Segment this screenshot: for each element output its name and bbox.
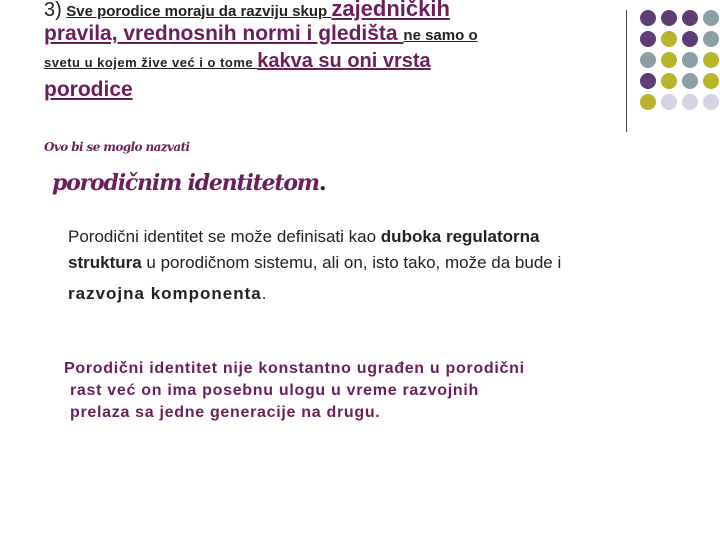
definition-text-1: Porodični identitet se može definisati kao (68, 227, 381, 246)
purple-dot (661, 10, 677, 26)
teal-dot (640, 52, 656, 68)
definition-paragraph (68, 224, 688, 276)
lavender-dot (682, 94, 698, 110)
heading-text-4: ne samo o (403, 27, 478, 44)
heading-text-3: pravila, vrednosnih normi i gledišta (44, 22, 404, 45)
lavender-dot (661, 94, 677, 110)
definition-tail-text: razvojna komponenta (68, 284, 262, 303)
teal-dot (682, 52, 698, 68)
olive-dot (703, 52, 719, 68)
identity-line-1: Porodični identitet nije konstantno ugrađen u porodični (64, 360, 525, 377)
intro-note: Ovo bi se moglo nazvati (44, 140, 190, 154)
heading-text-5: svetu u kojem žive već i o tome (44, 55, 258, 70)
definition-tail-period: . (261, 284, 268, 303)
identity-line-3: prelaza sa jedne generacije na drugu. (70, 404, 381, 421)
key-term-period: . (318, 170, 326, 196)
key-term-text: porodičnim identitetom (52, 170, 319, 196)
olive-dot (661, 31, 677, 47)
olive-dot (703, 73, 719, 89)
purple-dot (640, 10, 656, 26)
heading-text-1: Sve porodice moraju da razviju skup (66, 3, 332, 20)
purple-dot (640, 31, 656, 47)
definition-bold-1: duboka regulatorna (380, 227, 540, 246)
key-term (52, 170, 325, 196)
purple-dot (682, 10, 698, 26)
heading-number: 3) (44, 0, 62, 21)
definition-text-2: u porodičnom sistemu, ali on, isto tako, može da bude i (141, 253, 562, 272)
heading-text-6: kakva su oni vrsta (257, 50, 431, 72)
decorative-dot-grid (640, 10, 720, 130)
olive-dot (640, 94, 656, 110)
identity-line-2: rast već on ima posebnu ulogu u vreme razvojnih (70, 382, 479, 399)
purple-dot (682, 31, 698, 47)
vertical-divider (626, 10, 627, 132)
teal-dot (703, 10, 719, 26)
heading-text-2: zajedničkih (331, 0, 450, 21)
heading-text-7: porodice (44, 78, 133, 101)
lavender-dot (703, 94, 719, 110)
olive-dot (661, 73, 677, 89)
purple-dot (640, 73, 656, 89)
teal-dot (682, 73, 698, 89)
olive-dot (661, 52, 677, 68)
definition-bold-2: struktura (68, 253, 142, 272)
identity-paragraph (64, 358, 684, 424)
definition-tail (68, 284, 268, 304)
teal-dot (703, 31, 719, 47)
